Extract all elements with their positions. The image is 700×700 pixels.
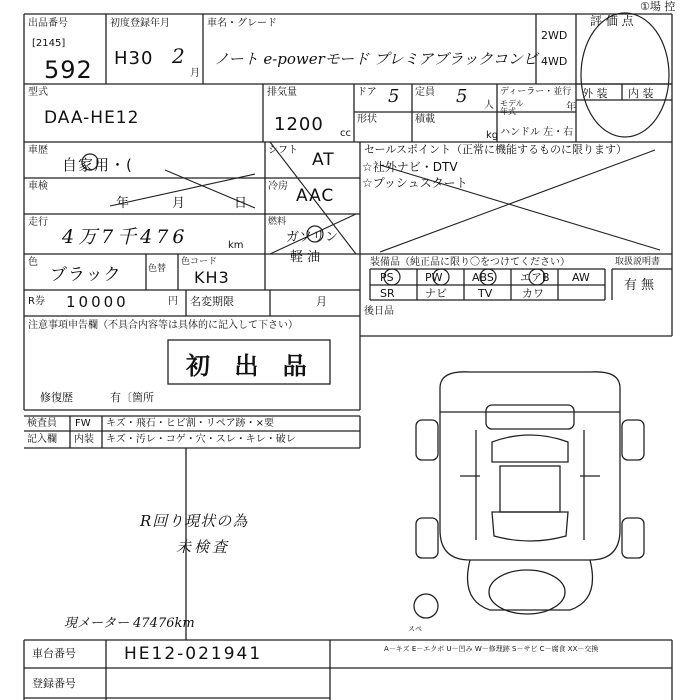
header-right-label: ①場 控 [640, 0, 676, 13]
equipment-label: 装備品（純正品に限り〇をつけてください） [370, 257, 570, 268]
ac-label: 冷房 [268, 181, 288, 192]
loss-label: 後日品 [364, 306, 394, 317]
handwritten-meter: 現メーター 47476km [64, 616, 195, 631]
history-label: 車歴 [28, 145, 48, 156]
spare-label: スペ [408, 625, 422, 633]
handwritten-note-1: R回り現状の為 [140, 512, 249, 530]
inspection-month-unit: 月 [172, 196, 186, 211]
color-code-label: 色コード [181, 257, 218, 267]
fuel-label: 燃料 [268, 217, 287, 227]
displacement-value: 1200 [274, 114, 324, 135]
selling-point-2: ☆プッシュスタート [362, 176, 468, 190]
katashiki-value: DAA-HE12 [44, 108, 140, 128]
entry-label: 記入欄 [27, 434, 57, 445]
interior-label: 内装 [74, 434, 94, 445]
manual-value: 有 無 [624, 278, 655, 293]
load-unit: kg [486, 130, 499, 141]
mileage-unit: km [228, 240, 244, 251]
equip-airbag: エアB [520, 271, 550, 284]
registration-era: H30 [114, 48, 154, 69]
name-change-unit: 月 [316, 295, 327, 308]
history-value: 自家用・( [62, 156, 133, 174]
rating-label: 評 価 点 [590, 14, 634, 28]
ac-value: AAC [296, 186, 335, 206]
lot-code: [2145] [32, 38, 66, 49]
shape-label: 形状 [357, 114, 377, 125]
diagram-legend: A－キズ E－エクボ U－凹み W－修理跡 S－サビ C－腐食 XX－交換 [384, 645, 599, 653]
lot-label: 出品番号 [28, 18, 68, 29]
rating-exterior-label: 外 装 [582, 87, 608, 100]
color-change-label: 色替 [148, 264, 167, 274]
inspector-label: 検査員 [27, 418, 57, 429]
selling-points-label: セールスポイント（正常に機能するものに限ります） [364, 143, 628, 156]
inspection-year-unit: 年 [116, 196, 130, 211]
equip-ps: PS [380, 271, 394, 284]
manual-label: 取扱説明書 [615, 257, 661, 267]
handwritten-note-2: 未検査 [176, 538, 231, 556]
first-listing-stamp: 初 出 品 [186, 352, 315, 380]
equip-pw: PW [425, 271, 443, 284]
handle-label: ハンドル 左・右 [500, 127, 574, 138]
model-year-unit: 年 [566, 102, 576, 113]
capacity-label: 定員 [415, 87, 435, 98]
recycle-unit: 円 [168, 296, 178, 307]
registration-label: 初度登録年月 [110, 18, 170, 29]
doors-label: ドア [357, 87, 377, 98]
selling-point-1: ☆社外ナビ・DTV [362, 160, 458, 174]
equip-navi: ナビ [425, 287, 447, 300]
recycle-label: R券 [28, 296, 45, 307]
color-value: ブラック [50, 265, 122, 285]
fuel-diesel: 軽 油 [290, 250, 321, 265]
shift-label: シフト [268, 145, 298, 156]
registration-month-unit: 月 [190, 68, 200, 79]
load-label: 積載 [415, 114, 435, 125]
mileage-label: 走行 [28, 217, 48, 228]
car-diagram [414, 372, 644, 618]
fw-label: FW [75, 418, 91, 429]
model-name: ノート e-powerモード プレミアブラックコンビ [214, 50, 538, 68]
drive-2wd: 2WD [541, 29, 568, 42]
dealer-label: ディーラー・並行 [500, 87, 572, 97]
rating-interior-label: 内 装 [628, 87, 654, 100]
inspection-day-unit: 日 [234, 196, 248, 211]
interior-items: キズ・汚レ・コゲ・穴・スレ・キレ・破レ [106, 434, 296, 445]
notes-label: 注意事項申告欄（不具合内容等は具体的に記入して下さい） [28, 320, 298, 331]
inspection-label: 車検 [28, 181, 48, 192]
chassis-number: HE12-021941 [124, 644, 263, 664]
capacity-value: 5 [456, 86, 469, 107]
color-code: KH3 [194, 268, 230, 287]
equip-tv: TV [478, 287, 493, 300]
repair-label: 修復歴 [40, 391, 73, 404]
drive-4wd: 4WD [541, 55, 568, 68]
chassis-label: 車台番号 [32, 647, 76, 660]
color-label: 色 [28, 257, 38, 268]
equip-sr: SR [380, 287, 395, 300]
model-year-label: モデル年式 [500, 99, 524, 116]
model-label: 車名・グレード [207, 18, 277, 29]
shift-value: AT [312, 150, 335, 170]
registration-month: 2 [172, 44, 186, 68]
name-change-label: 名変期限 [190, 295, 234, 308]
fw-items: キズ・飛石・ヒビ割・リペア跡・×要 [106, 418, 274, 429]
doors-value: 5 [388, 86, 401, 107]
equip-abs: ABS [472, 271, 494, 284]
repair-value: 有〔箇所 [110, 391, 154, 404]
katashiki-label: 型式 [28, 87, 48, 98]
mileage-value: 4万7千476 [62, 226, 189, 248]
displacement-unit: cc [340, 128, 351, 139]
equip-aw: AW [572, 271, 590, 284]
displacement-label: 排気量 [267, 87, 297, 98]
lot-number: 592 [44, 56, 93, 84]
recycle-value: 10000 [66, 293, 129, 311]
equip-leather: カワ [522, 287, 544, 300]
fuel-gasoline: ガソリン [286, 230, 339, 245]
capacity-unit: 人 [484, 100, 494, 111]
plate-label: 登録番号 [32, 677, 76, 690]
